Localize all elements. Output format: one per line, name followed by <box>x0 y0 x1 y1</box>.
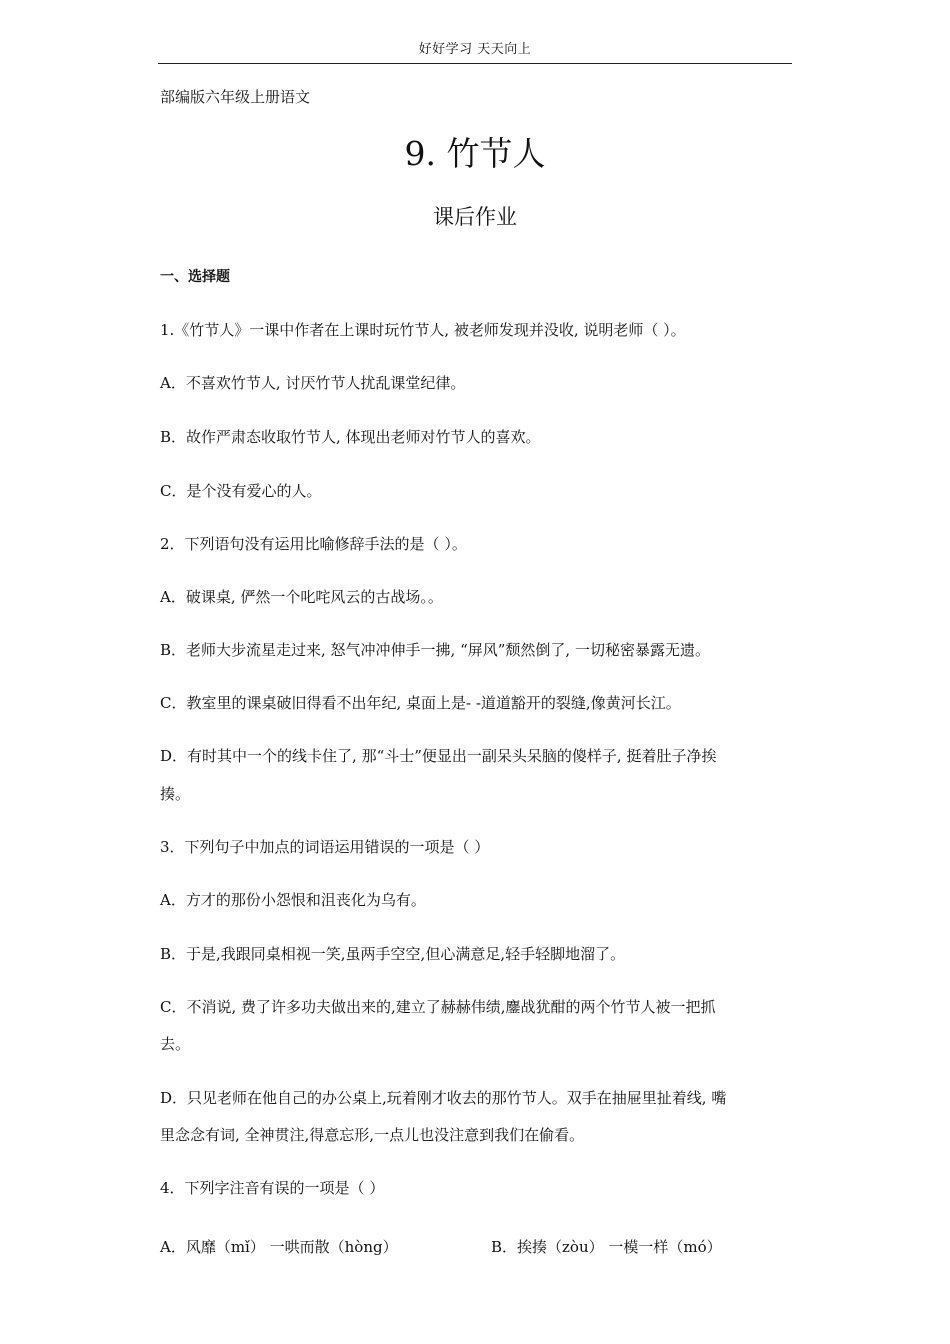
question-3-stem: 3．下列句子中加点的词语运用错误的一项是（ ） <box>160 838 490 856</box>
question-2-option-d: D．有时其中一个的线卡住了, 那“斗士”便显出一副呆头呆脑的傻样子, 挺着肚子净挨 <box>160 747 717 765</box>
question-3-option-d-continued: 里念念有词, 全神贯注,得意忘形,一点儿也没注意到我们在偷看。 <box>160 1126 585 1144</box>
question-3-option-a: A．方才的那份小怨恨和沮丧化为乌有。 <box>160 891 426 909</box>
section-heading: 一、选择题 <box>160 269 230 285</box>
page-title: 9. 竹节人 <box>404 134 546 173</box>
question-3-option-b: B．于是,我跟同桌相视一笑,虽两手空空,但心满意足,轻手轻脚地溜了。 <box>160 945 626 963</box>
grade-label: 部编版六年级上册语文 <box>160 88 311 106</box>
question-2-option-a: A．破课桌, 俨然一个叱咤风云的古战场。。 <box>160 588 443 606</box>
question-1-option-c: C．是个没有爱心的人。 <box>160 482 322 500</box>
question-1-option-a: A．不喜欢竹节人, 讨厌竹节人扰乱课堂纪律。 <box>160 374 466 392</box>
question-3-option-d: D．只见老师在他自己的办公桌上,玩着刚才收去的那竹节人。双手在抽屉里扯着线, 嘴 <box>160 1089 727 1107</box>
question-1-stem: 1.《竹节人》一课中作者在上课时玩竹节人, 被老师发现并没收, 说明老师（ ）。 <box>160 321 686 339</box>
question-4-option-b: B．挨揍（zòu） 一模一样（mó） <box>491 1238 722 1256</box>
question-3-option-c-continued: 去。 <box>160 1035 191 1053</box>
question-1-option-b: B．故作严肃态收取竹节人, 体现出老师对竹节人的喜欢。 <box>160 428 541 446</box>
question-4-option-a: A．风靡（mǐ） 一哄而散（hòng） <box>160 1238 398 1256</box>
question-2-option-c: C．教室里的课桌破旧得看不出年纪, 桌面上是- -道道豁开的裂缝,像黄河长江。 <box>160 694 681 712</box>
question-2-option-d-continued: 揍。 <box>160 785 191 803</box>
question-2-stem: 2．下列语句没有运用比喻修辞手法的是（ ）。 <box>160 535 467 553</box>
question-4-stem: 4．下列字注音有误的一项是（ ） <box>160 1179 385 1197</box>
question-2-option-b: B．老师大步流星走过来, 怒气冲冲伸手一拂, “屏风”颓然倒了, 一切秘密暴露无遗。 <box>160 641 710 659</box>
page-header: 好好学习 天天向上 <box>418 42 532 57</box>
page-subtitle: 课后作业 <box>433 205 517 229</box>
question-3-option-c: C．不消说, 费了许多功夫做出来的,建立了赫赫伟绩,鏖战犹酣的两个竹节人被一把抓 <box>160 998 716 1016</box>
header-divider <box>158 63 792 64</box>
